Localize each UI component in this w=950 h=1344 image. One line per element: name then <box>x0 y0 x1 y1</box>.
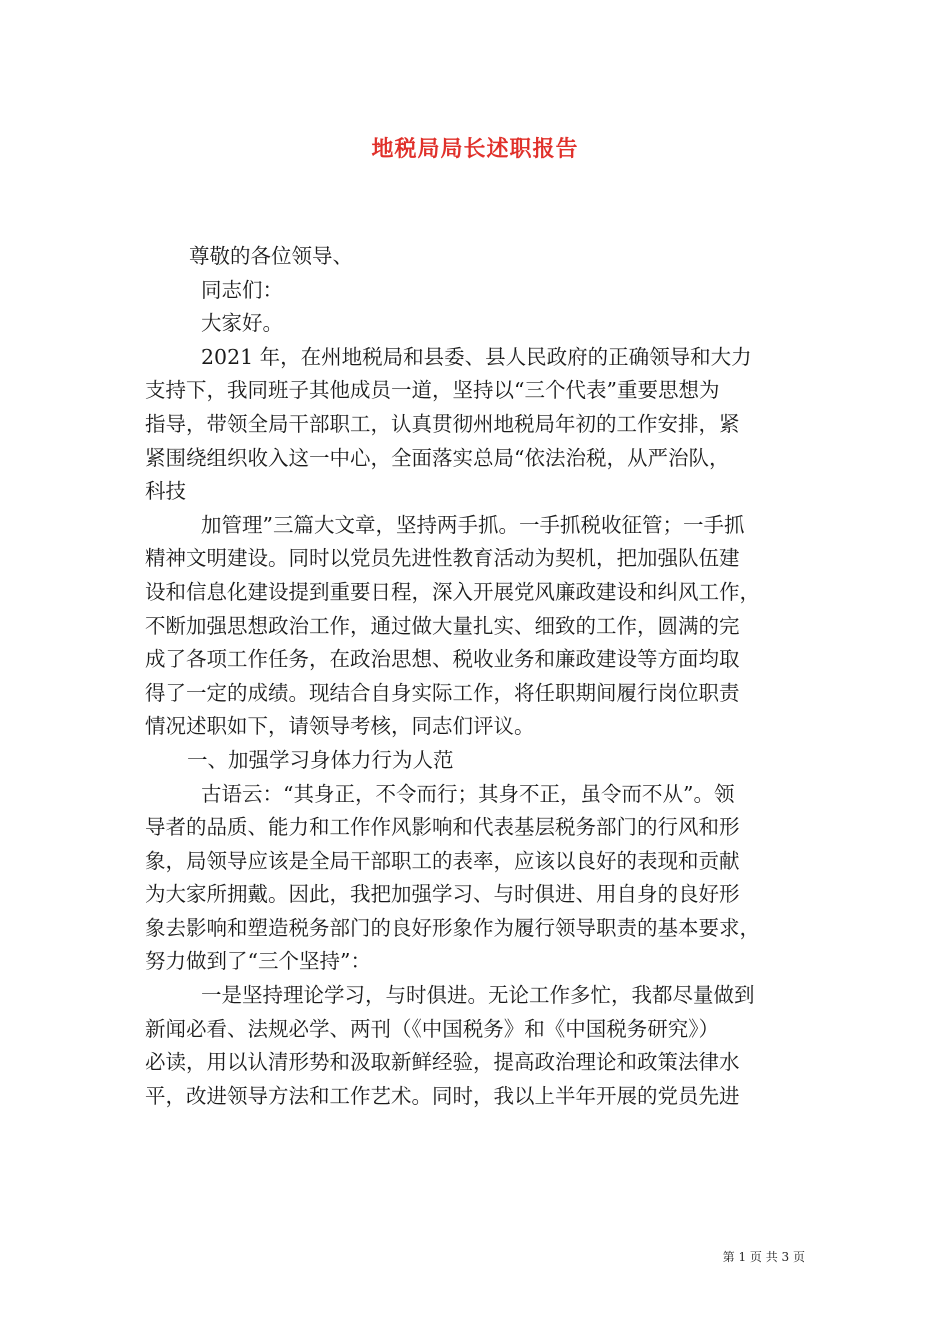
body-line: 为大家所拥戴。因此，我把加强学习、与时俱进、用自身的良好形 <box>145 882 740 907</box>
body-line: 努力做到了“三个坚持”： <box>145 949 371 974</box>
body-line: 设和信息化建设提到重要日程，深入开展党风廉政建设和纠风工作， <box>145 579 760 604</box>
body-line: 同志们： <box>201 277 283 302</box>
body-line: 必读，用以认清形势和汲取新鲜经验，提高政治理论和政策法律水 <box>145 1050 740 1075</box>
page-footer: 第 1 页 共 3 页 <box>722 1250 805 1264</box>
body-line: 科技 <box>145 479 186 504</box>
body-line: 一是坚持理论学习，与时俱进。无论工作多忙，我都尽量做到 <box>201 983 755 1008</box>
body-line: 紧围绕组织收入这一中心，全面落实总局“依法治税，从严治队， <box>145 445 730 470</box>
body-line: 2021 年，在州地税局和县委、县人民政府的正确领导和大力 <box>201 344 752 369</box>
body-line: 古语云：“其身正，不令而行；其身不正，虽令而不从”。领 <box>201 781 735 806</box>
body-line: 指导，带领全局干部职工，认真贯彻州地税局年初的工作安排，紧 <box>145 411 740 436</box>
document-body <box>145 240 815 1113</box>
body-line: 导者的品质、能力和工作作风影响和代表基层税务部门的行风和形 <box>145 815 740 840</box>
body-line: 象去影响和塑造税务部门的良好形象作为履行领导职责的基本要求， <box>145 915 760 940</box>
body-line: 加管理”三篇大文章，坚持两手抓。一手抓税收征管；一手抓 <box>201 512 745 537</box>
body-line: 象，局领导应该是全局干部职工的表率，应该以良好的表现和贡献 <box>145 848 740 873</box>
body-line: 尊敬的各位领导、 <box>189 244 353 268</box>
body-line: 支持下，我同班子其他成员一道，坚持以“三个代表”重要思想为 <box>145 378 720 403</box>
body-line: 成了各项工作任务，在政治思想、税收业务和廉政建设等方面均取 <box>145 647 740 672</box>
body-line: 精神文明建设。同时以党员先进性教育活动为契机，把加强队伍建 <box>145 546 740 571</box>
body-line: 情况述职如下，请领导考核，同志们评议。 <box>145 714 535 739</box>
body-line: 新闻必看、法规必学、两刊（《中国税务》和《中国税务研究》） <box>145 1016 719 1041</box>
body-line: 不断加强思想政治工作，通过做大量扎实、细致的工作，圆满的完 <box>145 613 740 638</box>
body-line: 得了一定的成绩。现结合自身实际工作，将任职期间履行岗位职责 <box>145 680 740 705</box>
body-line: 平，改进领导方法和工作艺术。同时，我以上半年开展的党员先进 <box>145 1083 740 1108</box>
body-line: 大家好。 <box>201 311 283 336</box>
body-line: 一、加强学习身体力行为人范 <box>187 747 454 772</box>
document-title: 地税局局长述职报告 <box>371 136 579 162</box>
